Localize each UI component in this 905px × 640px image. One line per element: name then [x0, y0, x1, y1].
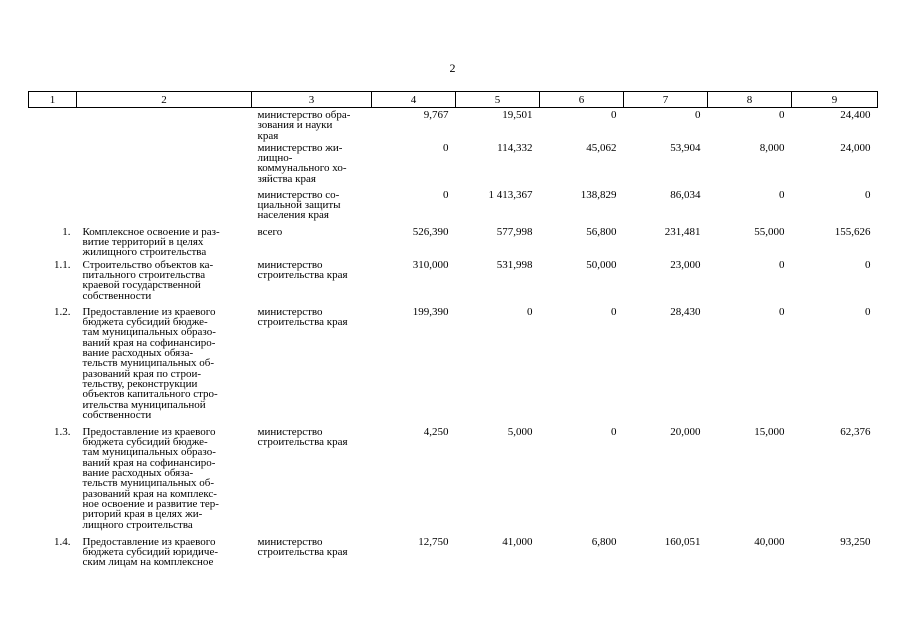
- row-executor-line: края: [257, 129, 279, 142]
- row-executor-line: министерство: [257, 535, 323, 548]
- row-value-5: 577,998: [496, 225, 533, 238]
- row-code: 1.4.: [54, 535, 71, 548]
- row-name-line: тельству, реконструкции: [82, 377, 198, 390]
- row-name-line: риторий края в целях жи-: [82, 508, 203, 521]
- row-name-line: Предоставление из краевого: [82, 305, 216, 318]
- row-value-8: 15,000: [754, 425, 785, 438]
- page-number: 2: [449, 61, 456, 75]
- row-executor: [252, 425, 372, 535]
- col-header-7: 7: [624, 92, 708, 108]
- row-executor-line: министерство обра-: [257, 109, 351, 121]
- row-name-line: ваний края на софинансиро-: [82, 456, 216, 469]
- row-code: 1.: [62, 225, 71, 238]
- col-header-1: 1: [29, 92, 77, 108]
- row-executor-line: строительства края: [257, 546, 348, 559]
- row-code: 1.3.: [54, 425, 71, 438]
- row-executor: [252, 225, 372, 258]
- row-executor-line: министерство: [257, 305, 323, 318]
- row-name-line: разований края по строи-: [82, 367, 202, 380]
- col-header-6: 6: [540, 92, 624, 108]
- row-value-7: 86,034: [670, 188, 701, 201]
- row-name-line: объектов капитального стро-: [82, 388, 218, 401]
- row-name-line: питального строительства: [82, 269, 206, 282]
- row-executor-line: всего: [257, 225, 283, 238]
- row-name-line: бюджета субсидий бюдже-: [82, 316, 208, 329]
- row-value-4: 526,390: [412, 225, 449, 238]
- row-value-9: 0: [865, 188, 871, 201]
- row-name-line: краевой государственной: [82, 279, 201, 292]
- row-executor-line: коммунального хо-: [257, 162, 347, 175]
- col-header-9: 9: [792, 92, 878, 108]
- row-name: [77, 108, 252, 141]
- table-row: [29, 258, 878, 305]
- row-value-6: 0: [611, 425, 617, 438]
- row-executor-line: министерство жи-: [257, 141, 343, 154]
- row-value-5: 1 413,367: [488, 188, 533, 201]
- table-row: [29, 188, 878, 225]
- row-name-line: Строительство объектов ка-: [82, 258, 214, 271]
- row-value-6: 0: [611, 305, 617, 318]
- row-name-line: Предоставление из краевого: [82, 425, 216, 438]
- row-executor-line: зования и науки: [257, 119, 333, 132]
- row-name-line: там муниципальных образо-: [82, 446, 216, 459]
- row-name-line: собственности: [82, 289, 152, 302]
- row-value-5: 114,332: [497, 141, 533, 154]
- row-value-4: 4,250: [423, 425, 449, 438]
- row-value-9: 0: [865, 258, 871, 271]
- row-value-6: 138,829: [580, 188, 617, 201]
- row-name: [77, 141, 252, 188]
- row-value-6: 0: [611, 109, 617, 121]
- row-value-4: 0: [443, 141, 449, 154]
- row-executor-line: строительства края: [257, 436, 348, 449]
- row-value-6: 56,800: [586, 225, 617, 238]
- row-code: [29, 188, 77, 225]
- row-executor-line: циальной защиты: [257, 199, 341, 212]
- row-value-5: 531,998: [496, 258, 533, 271]
- row-executor: [252, 305, 372, 425]
- col-header-2: 2: [77, 92, 252, 108]
- row-value-4: 0: [443, 188, 449, 201]
- row-value-4: 199,390: [412, 305, 449, 318]
- row-value-9: 93,250: [840, 535, 871, 548]
- row-value-5: 5,000: [507, 425, 533, 438]
- row-value-9: 24,400: [840, 109, 871, 121]
- table-row: [29, 108, 878, 141]
- row-value-5: 19,501: [502, 109, 533, 121]
- row-name: [77, 305, 252, 425]
- row-value-6: 45,062: [586, 141, 617, 154]
- row-value-8: 0: [779, 188, 785, 201]
- row-name-line: ное освоение и развитие тер-: [82, 497, 219, 510]
- row-code: 1.2.: [54, 305, 71, 318]
- row-value-9: 24,000: [840, 141, 871, 154]
- row-code: 1.1.: [54, 258, 71, 271]
- row-value-8: 40,000: [754, 535, 785, 548]
- row-value-9: 62,376: [840, 425, 871, 438]
- row-name-line: жилищного строительства: [82, 246, 207, 259]
- row-name-line: Предоставление из краевого: [82, 535, 216, 548]
- row-value-9: 155,626: [834, 225, 871, 238]
- table-body: [29, 108, 878, 580]
- row-value-7: 28,430: [670, 305, 701, 318]
- row-code: [29, 108, 77, 141]
- row-executor: [252, 535, 372, 580]
- row-value-4: 310,000: [412, 258, 449, 271]
- row-value-5: 41,000: [502, 535, 533, 548]
- row-name-line: разований края на комплекс-: [82, 487, 217, 500]
- row-name-line: вание расходных обяза-: [82, 467, 194, 480]
- row-value-7: 231,481: [664, 225, 701, 238]
- row-name: [77, 425, 252, 535]
- row-name-line: бюджета субсидий юридиче-: [82, 546, 219, 559]
- col-header-4: 4: [372, 92, 456, 108]
- row-value-6: 50,000: [586, 258, 617, 271]
- row-value-8: 8,000: [759, 141, 785, 154]
- row-executor-line: строительства края: [257, 316, 348, 329]
- budget-table: [28, 91, 878, 580]
- header-row: [29, 92, 878, 108]
- col-header-8: 8: [708, 92, 792, 108]
- row-name: [77, 225, 252, 258]
- row-executor: [252, 141, 372, 188]
- row-name-line: там муниципальных образо-: [82, 326, 216, 339]
- row-value-8: 55,000: [754, 225, 785, 238]
- row-value-9: 0: [865, 305, 871, 318]
- row-value-7: 160,051: [664, 535, 701, 548]
- col-header-5: 5: [456, 92, 540, 108]
- row-executor-line: зяйства края: [257, 172, 316, 185]
- table-row: [29, 141, 878, 188]
- row-name: [77, 188, 252, 225]
- table-row: [29, 535, 878, 580]
- row-executor-line: министерство со-: [257, 188, 340, 201]
- row-executor-line: министерство: [257, 425, 323, 438]
- row-value-7: 20,000: [670, 425, 701, 438]
- row-value-8: 0: [779, 305, 785, 318]
- row-executor-line: лищно-: [257, 152, 293, 165]
- table-row: [29, 305, 878, 425]
- row-value-8: 0: [779, 109, 785, 121]
- row-value-7: 53,904: [670, 141, 701, 154]
- row-name: [77, 258, 252, 305]
- row-value-6: 6,800: [591, 535, 617, 548]
- col-header-3: 3: [252, 92, 372, 108]
- row-value-5: 0: [527, 305, 533, 318]
- row-name-line: бюджета субсидий бюдже-: [82, 436, 208, 449]
- row-value-4: 12,750: [418, 535, 449, 548]
- row-executor: [252, 188, 372, 225]
- row-name-line: витие территорий в целях: [82, 236, 204, 249]
- row-name-line: тельств муниципальных об-: [82, 477, 214, 490]
- row-value-7: 23,000: [670, 258, 701, 271]
- row-executor: [252, 258, 372, 305]
- row-value-7: 0: [695, 109, 701, 121]
- row-value-4: 9,767: [423, 109, 449, 121]
- row-name-line: ваний края на софинансиро-: [82, 336, 216, 349]
- row-name: [77, 535, 252, 580]
- table-row: [29, 425, 878, 535]
- row-value-8: 0: [779, 258, 785, 271]
- row-name-line: собственности: [82, 408, 152, 421]
- table-row: [29, 225, 878, 258]
- row-name-line: ительства муниципальной: [82, 398, 206, 411]
- row-name-line: вание расходных обяза-: [82, 347, 194, 360]
- row-executor: [252, 108, 372, 141]
- row-name-line: Комплексное освоение и раз-: [82, 225, 220, 238]
- row-executor-line: строительства края: [257, 269, 348, 282]
- row-name-line: ским лицам на комплексное: [82, 556, 214, 569]
- row-executor-line: населения края: [257, 209, 329, 222]
- row-name-line: лищного строительства: [82, 518, 193, 531]
- row-code: [29, 141, 77, 188]
- row-executor-line: министерство: [257, 258, 323, 271]
- row-name-line: тельств муниципальных об-: [82, 357, 214, 370]
